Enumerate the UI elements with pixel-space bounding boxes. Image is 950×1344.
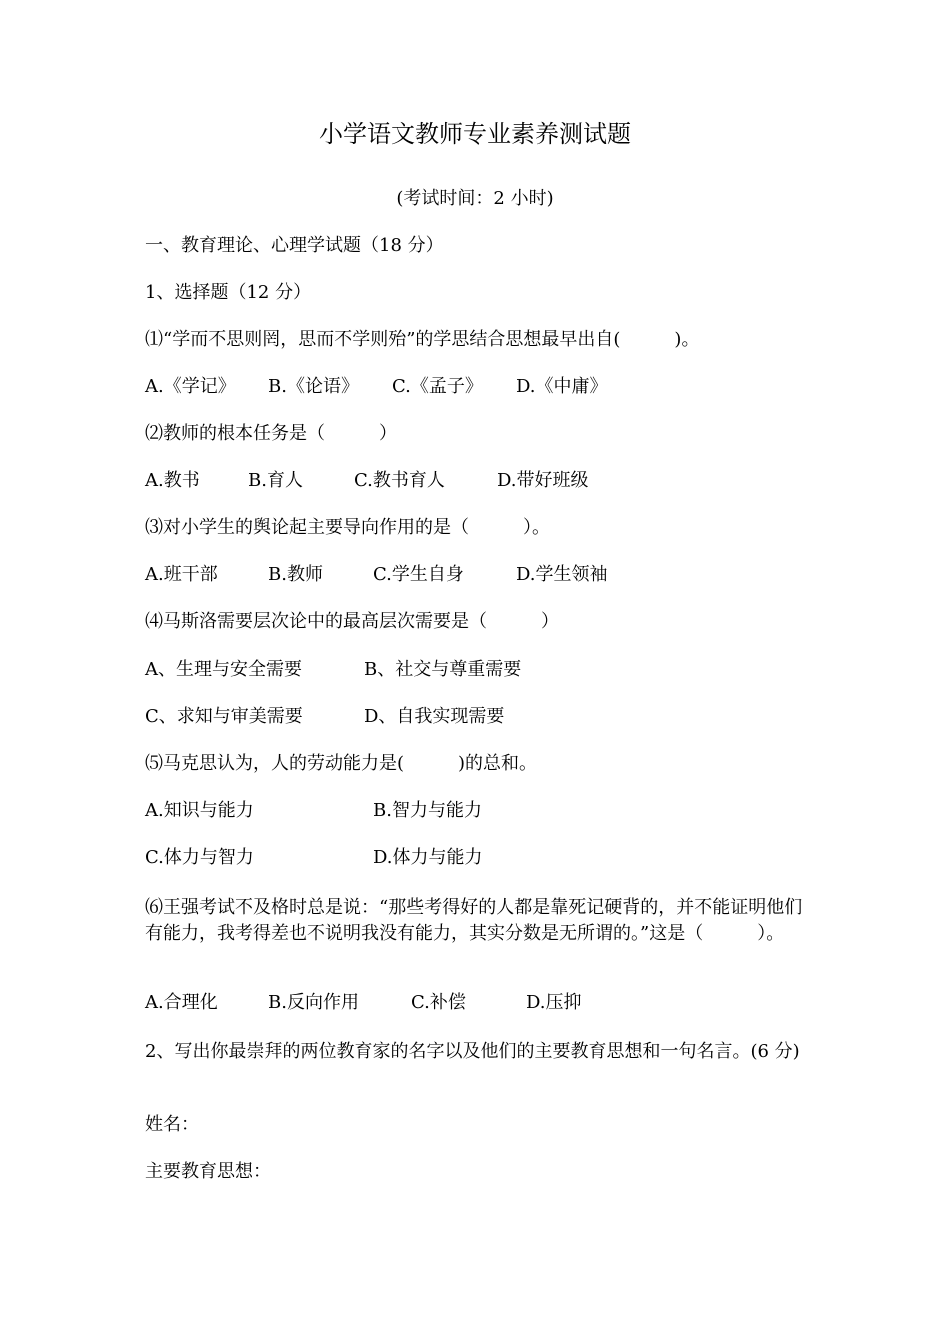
- option-d: D.带好班级: [497, 470, 589, 491]
- option-a: A.教书: [145, 470, 200, 491]
- question-4: ⑷马斯洛需要层次论中的最高层次需要是（ ）: [145, 611, 559, 632]
- option-c: C.教书育人: [354, 470, 445, 491]
- option-c: C.体力与智力: [145, 847, 254, 868]
- option-d: D.压抑: [526, 992, 582, 1013]
- option-c: C、求知与审美需要: [145, 706, 303, 727]
- section-heading: 一、教育理论、心理学试题（18 分）: [145, 235, 444, 256]
- education-thought-label: 主要教育思想：: [145, 1161, 271, 1182]
- option-c: C.《孟子》: [392, 376, 483, 397]
- name-label: 姓名：: [145, 1114, 199, 1135]
- option-b: B.智力与能力: [373, 800, 482, 821]
- option-b: B、社交与尊重需要: [364, 659, 522, 680]
- option-c: C.补偿: [411, 992, 466, 1013]
- exam-duration: (考试时间：2 小时): [396, 188, 554, 209]
- option-b: B.《论语》: [268, 376, 359, 397]
- option-a: A.知识与能力: [145, 800, 254, 821]
- option-d: D、自我实现需要: [364, 706, 505, 727]
- option-c: C.学生自身: [373, 564, 464, 585]
- question-1: ⑴“学而不思则罔，思而不学则殆”的学思结合思想最早出自( )。: [145, 329, 700, 350]
- question-6: ⑹王强考试不及格时总是说：“那些考得好的人都是靠死记硬背的，并不能证明他们有能力，我考得差也不说明我没有能力，其实分数是无所谓的。”这是（ ）。: [145, 897, 803, 944]
- option-d: D.《中庸》: [516, 376, 608, 397]
- option-a: A.合理化: [145, 992, 218, 1013]
- option-d: D.体力与能力: [373, 847, 483, 868]
- question-3: ⑶对小学生的舆论起主要导向作用的是（ ）。: [145, 517, 550, 538]
- part1-heading: 1、选择题（12 分）: [145, 282, 312, 303]
- option-d: D.学生领袖: [516, 564, 608, 585]
- option-a: A.《学记》: [145, 376, 236, 397]
- option-a: A、生理与安全需要: [145, 659, 302, 680]
- option-b: B.教师: [268, 564, 323, 585]
- option-b: B.育人: [248, 470, 303, 491]
- question-2: ⑵教师的根本任务是（ ）: [145, 423, 397, 444]
- document-title: 小学语文教师专业素养测试题: [319, 120, 631, 148]
- part2-heading: 2、写出你最崇拜的两位教育家的名字以及他们的主要教育思想和一句名言。(6 分): [145, 1041, 800, 1062]
- option-a: A.班干部: [145, 564, 218, 585]
- question-5: ⑸马克思认为，人的劳动能力是( )的总和。: [145, 753, 538, 774]
- option-b: B.反向作用: [268, 992, 359, 1013]
